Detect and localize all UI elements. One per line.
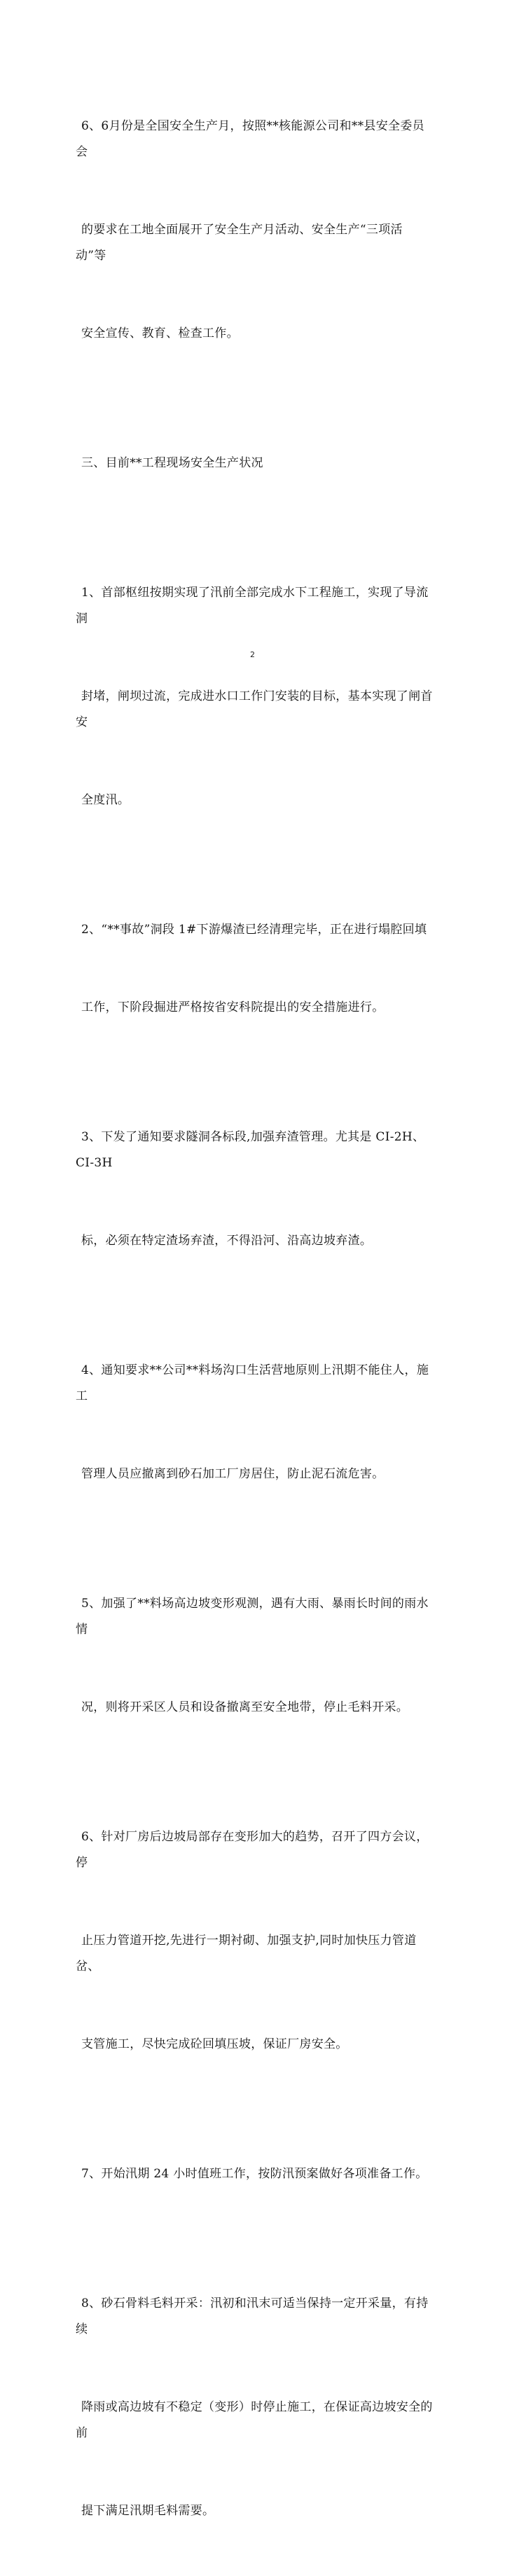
paragraph [76,865,433,1073]
paragraph [76,62,433,399]
page-number: 2 [250,650,255,659]
text-line: 4、通知要求**公司**料场沟口生活营地原则上汛期不能住人，施工 [76,1363,429,1403]
document-body [76,62,433,2576]
text-line: 6、6月份是全国安全生产月，按照**核能源公司和**县安全委员会 [76,119,424,159]
text-line: 止压力管道开挖,先进行一期衬砌、加强支护,同时加快压力管道岔、 [76,1934,417,1974]
text-line: 5、加强了**料场高边坡变形观测，遇有大雨、暴雨长时间的雨水情 [76,1597,429,1637]
text-line: 3、下发了通知要求隧洞各标段,加强弃渣管理。尤其是 CI-2H、CI-3H [76,1130,425,1170]
text-line: 三、目前**工程现场安全生产状况 [81,456,263,470]
paragraph [76,1306,433,1539]
text-line: 6、针对厂房后边坡局部存在变形加大的趋势，召开了四方会议，停 [76,1830,429,1870]
text-line: 工作，下阶段掘进严格按省安科院提出的安全措施进行。 [81,1000,385,1014]
text-line: 8、砂石骨料毛料开采：汛初和汛末可适当保持一定开采量，有持续 [76,2296,429,2336]
text-line: 的要求在工地全面展开了安全生产月活动、安全生产“三项活动”等 [76,223,403,263]
text-line: 况，则将开采区人员和设备撤离至安全地带，停止毛料开采。 [81,1700,409,1714]
text-line: 支管施工，尽快完成砼回填压坡，保证厂房安全。 [81,2037,348,2051]
paragraph [76,1772,433,2109]
text-line: 管理人员应撤离到砂石加工厂房居住，防止泥石流危害。 [81,1467,385,1481]
text-line: 7、开始汛期 24 小时值班工作，按防汛预案做好各项准备工作。 [81,2167,428,2181]
paragraph [76,2109,433,2239]
text-line: 1、首部枢纽按期实现了汛前全部完成水下工程施工，实现了导流洞 [76,586,429,626]
paragraph [76,1073,433,1306]
section-heading [76,399,433,528]
text-line: 提下满足汛期毛料需要。 [81,2504,215,2518]
text-line: 安全宣传、教育、检查工作。 [81,326,239,340]
text-line: 全度汛。 [81,793,130,807]
paragraph [76,1539,433,1772]
text-line: 标，必须在特定渣场弃渣，不得沿河、沿高边坡弃渣。 [81,1234,373,1248]
text-line: 2、“**事故”洞段 1#下游爆渣已经清理完毕，正在进行塌腔回填 [81,923,427,937]
paragraph [76,2239,433,2576]
text-line: 降雨或高边坡有不稳定（变形）时停止施工，在保证高边坡安全的前 [76,2400,433,2440]
text-line: 封堵，闸坝过流，完成进水口工作门安装的目标，基本实现了闸首安 [76,689,433,729]
paragraph [76,528,433,865]
